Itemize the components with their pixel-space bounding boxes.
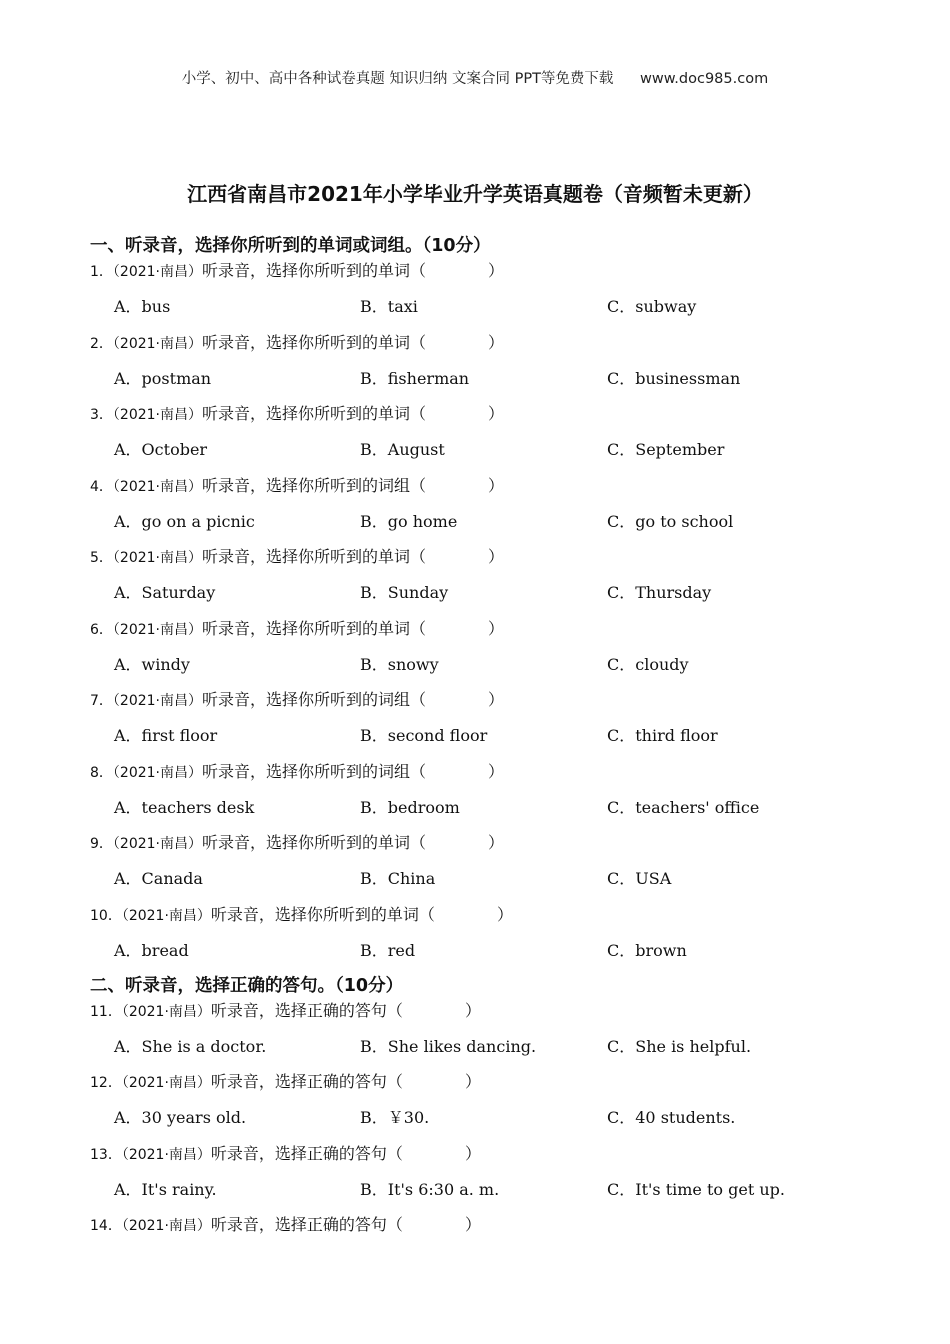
option-1a[interactable]: A．bus xyxy=(114,297,171,316)
option-3b[interactable]: B．August xyxy=(360,440,445,459)
option-10b[interactable]: B．red xyxy=(360,941,416,960)
option-1c[interactable]: C．subway xyxy=(607,297,697,316)
option-13c[interactable]: C．It's time to get up. xyxy=(607,1180,785,1199)
option-4c[interactable]: C．go to school xyxy=(607,512,734,531)
option-12a[interactable]: A．30 years old. xyxy=(114,1108,247,1127)
option-2c[interactable]: C．businessman xyxy=(607,369,741,388)
question-11: 11．（2021·南昌）听录音，选择正确的答句（ ） xyxy=(90,1001,481,1020)
option-6c[interactable]: C．cloudy xyxy=(607,655,689,674)
option-6b[interactable]: B．snowy xyxy=(360,655,439,674)
option-1b[interactable]: B．taxi xyxy=(360,297,418,316)
option-5c[interactable]: C．Thursday xyxy=(607,583,712,602)
question-1: 1．（2021·南昌）听录音，选择你所听到的单词（ ） xyxy=(90,261,505,280)
question-13: 13．（2021·南昌）听录音，选择正确的答句（ ） xyxy=(90,1144,481,1163)
question-12: 12．（2021·南昌）听录音，选择正确的答句（ ） xyxy=(90,1072,481,1091)
question-3: 3．（2021·南昌）听录音，选择你所听到的单词（ ） xyxy=(90,404,505,423)
option-7b[interactable]: B．second floor xyxy=(360,726,488,745)
option-3c[interactable]: C．September xyxy=(607,440,725,459)
section-heading-2: 二、听录音，选择正确的答句。（10分） xyxy=(90,976,404,996)
option-8c[interactable]: C．teachers' office xyxy=(607,798,760,817)
option-2a[interactable]: A．postman xyxy=(114,369,212,388)
option-12b[interactable]: B．￥30. xyxy=(360,1108,430,1127)
question-9: 9．（2021·南昌）听录音，选择你所听到的单词（ ） xyxy=(90,833,505,852)
option-7a[interactable]: A．first floor xyxy=(114,726,218,745)
option-13b[interactable]: B．It's 6:30 a. m. xyxy=(360,1180,500,1199)
option-3a[interactable]: A．October xyxy=(114,440,208,459)
question-5: 5．（2021·南昌）听录音，选择你所听到的单词（ ） xyxy=(90,547,505,566)
option-6a[interactable]: A．windy xyxy=(114,655,190,674)
option-4b[interactable]: B．go home xyxy=(360,512,458,531)
option-13a[interactable]: A．It's rainy. xyxy=(114,1180,217,1199)
option-7c[interactable]: C．third floor xyxy=(607,726,718,745)
option-10a[interactable]: A．bread xyxy=(114,941,189,960)
question-7: 7．（2021·南昌）听录音，选择你所听到的词组（ ） xyxy=(90,690,505,709)
option-8a[interactable]: A．teachers desk xyxy=(114,798,255,817)
question-10: 10．（2021·南昌）听录音，选择你所听到的单词（ ） xyxy=(90,905,513,924)
option-5a[interactable]: A．Saturday xyxy=(114,583,216,602)
option-11b[interactable]: B．She likes dancing. xyxy=(360,1037,537,1056)
option-4a[interactable]: A．go on a picnic xyxy=(114,512,255,531)
section-heading-1: 一、听录音，选择你所听到的单词或词组。（10分） xyxy=(90,236,491,256)
question-14: 14．（2021·南昌）听录音，选择正确的答句（ ） xyxy=(90,1215,481,1234)
header-text: 小学、初中、高中各种试卷真题 知识归纳 文案合同 PPT等免费下载 xyxy=(181,71,614,87)
header-site-link[interactable]: www.doc985.com xyxy=(640,71,769,87)
option-9c[interactable]: C．USA xyxy=(607,869,672,888)
option-9a[interactable]: A．Canada xyxy=(114,869,203,888)
question-8: 8．（2021·南昌）听录音，选择你所听到的词组（ ） xyxy=(90,762,505,781)
option-12c[interactable]: C．40 students. xyxy=(607,1108,736,1127)
option-9b[interactable]: B．China xyxy=(360,869,436,888)
option-11a[interactable]: A．She is a doctor. xyxy=(114,1037,267,1056)
option-2b[interactable]: B．fisherman xyxy=(360,369,470,388)
question-6: 6．（2021·南昌）听录音，选择你所听到的单词（ ） xyxy=(90,619,505,638)
page-title: 江西省南昌市2021年小学毕业升学英语真题卷（音频暂未更新） xyxy=(187,182,763,206)
option-11c[interactable]: C．She is helpful. xyxy=(607,1037,752,1056)
question-4: 4．（2021·南昌）听录音，选择你所听到的词组（ ） xyxy=(90,476,505,495)
option-8b[interactable]: B．bedroom xyxy=(360,798,460,817)
option-5b[interactable]: B．Sunday xyxy=(360,583,449,602)
page-header xyxy=(0,67,950,88)
option-10c[interactable]: C．brown xyxy=(607,941,687,960)
question-2: 2．（2021·南昌）听录音，选择你所听到的单词（ ） xyxy=(90,333,505,352)
